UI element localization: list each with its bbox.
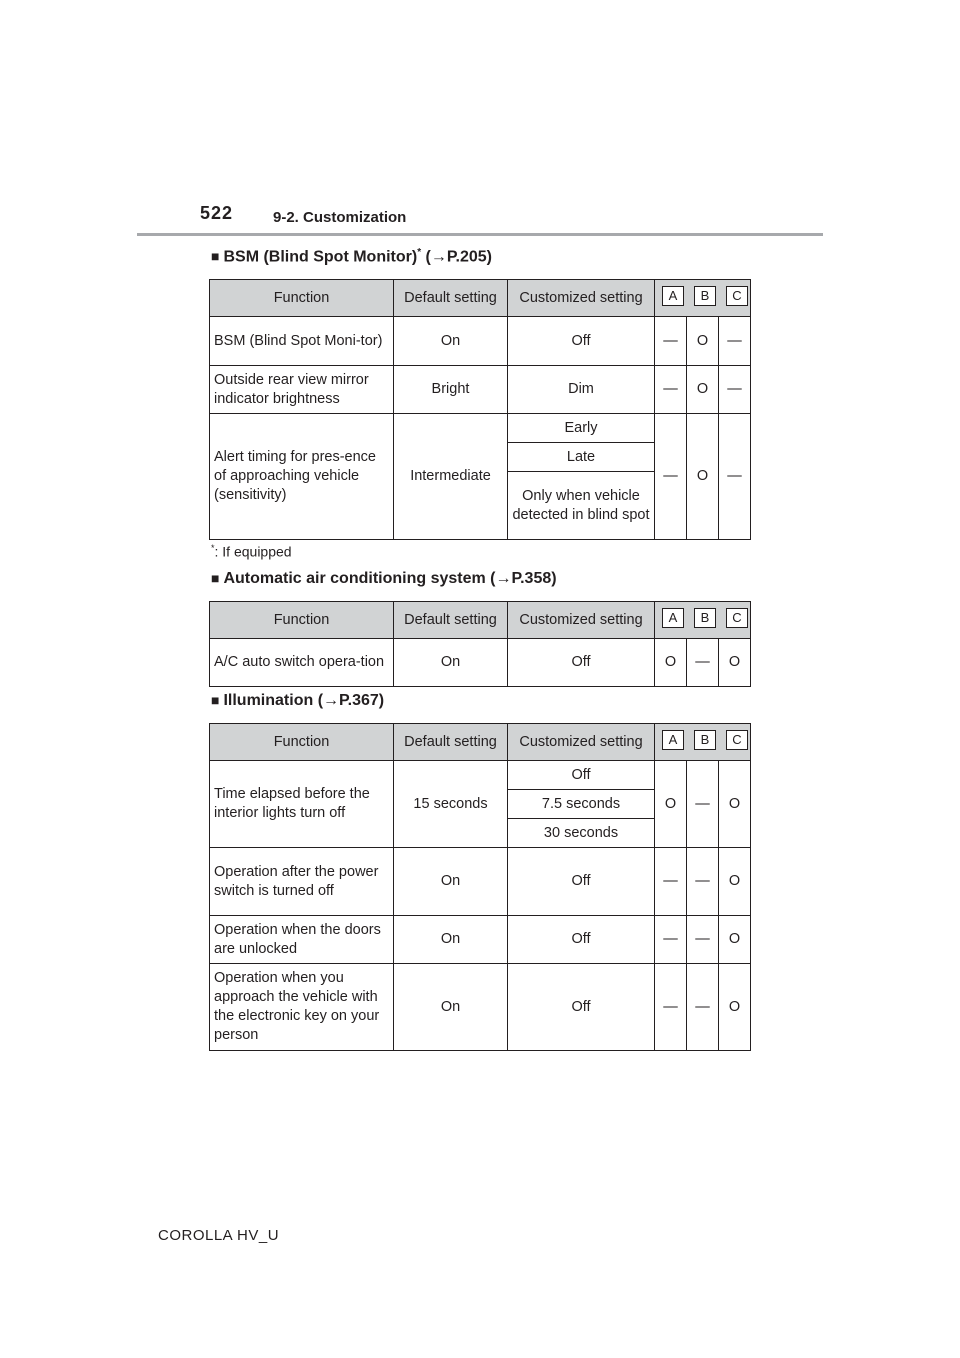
table-row — [210, 366, 751, 414]
table-row — [210, 639, 751, 687]
col-a: A — [662, 730, 684, 750]
custom-cell: 30 seconds — [508, 819, 655, 848]
page-number: 522 — [200, 203, 234, 223]
custom-cell: Off — [508, 916, 655, 964]
custom-cell: Off — [508, 761, 655, 790]
default-cell: Intermediate — [394, 414, 508, 540]
mark-c: — — [719, 414, 751, 540]
mark-c: O — [719, 761, 751, 848]
mark-a: O — [655, 639, 687, 687]
ac-title: Automatic air conditioning system ( — [223, 570, 496, 587]
mark-a: — — [655, 414, 687, 540]
illumination-heading — [211, 692, 384, 710]
mark-a: — — [655, 366, 687, 414]
mark-a: — — [655, 916, 687, 964]
default-cell: On — [394, 916, 508, 964]
col-c: C — [726, 730, 748, 750]
mark-b: — — [687, 761, 719, 848]
col-a: A — [662, 286, 684, 306]
col-abc — [655, 602, 751, 639]
table-header-row — [210, 602, 751, 639]
table-row — [210, 317, 751, 366]
mark-c: O — [719, 639, 751, 687]
bsm-title: BSM (Blind Spot Monitor) — [223, 248, 418, 266]
mark-c: — — [719, 366, 751, 414]
mark-c: O — [719, 916, 751, 964]
custom-cell: Only when vehicle detected in blind spot — [508, 472, 655, 540]
ac-page-ref[interactable]: P.358) — [511, 570, 557, 587]
bullet-icon: ■ — [211, 692, 220, 708]
illumination-table — [209, 723, 751, 1051]
custom-cell: Off — [508, 639, 655, 687]
bsm-page-ref[interactable]: P.205) — [446, 248, 492, 266]
illumination-title: Illumination ( — [223, 692, 324, 709]
bullet-icon: ■ — [211, 248, 220, 265]
ac-heading — [211, 570, 557, 588]
custom-cell: Early — [508, 414, 655, 443]
function-cell: A/C auto switch opera-tion — [210, 639, 394, 687]
function-cell: Alert timing for pres-ence of approaching vehicle (sensitivity) — [210, 414, 394, 540]
mark-c: O — [719, 964, 751, 1051]
col-customized: Customized setting — [508, 280, 655, 317]
default-cell: 15 seconds — [394, 761, 508, 848]
mark-a: — — [655, 317, 687, 366]
arrow-icon: → — [323, 692, 340, 709]
bullet-icon: ■ — [211, 570, 220, 586]
col-default: Default setting — [394, 280, 508, 317]
asterisk: * — [417, 247, 422, 258]
col-customized: Customized setting — [508, 602, 655, 639]
ref-open: ( — [421, 248, 431, 266]
footer-model: COROLLA HV_U — [158, 1227, 280, 1244]
mark-c: O — [719, 848, 751, 916]
col-default: Default setting — [394, 602, 508, 639]
col-abc — [655, 280, 751, 317]
ac-table — [209, 601, 751, 687]
footnote-text: : If equipped — [214, 543, 292, 560]
custom-cell: Off — [508, 848, 655, 916]
col-abc — [655, 724, 751, 761]
col-function: Function — [210, 602, 394, 639]
default-cell: On — [394, 964, 508, 1051]
custom-cell: Off — [508, 317, 655, 366]
default-cell: Bright — [394, 366, 508, 414]
col-b: B — [694, 286, 716, 306]
col-function: Function — [210, 724, 394, 761]
col-c: C — [726, 608, 748, 628]
function-cell: Operation after the power switch is turned off — [210, 848, 394, 916]
mark-b: O — [687, 317, 719, 366]
table-row — [210, 964, 751, 1051]
table-header-row — [210, 280, 751, 317]
table-row — [210, 761, 751, 790]
default-cell: On — [394, 848, 508, 916]
col-c: C — [726, 286, 748, 306]
header-rule — [137, 233, 823, 236]
default-cell: On — [394, 317, 508, 366]
bsm-table — [209, 279, 751, 540]
custom-cell: Dim — [508, 366, 655, 414]
arrow-icon: → — [430, 248, 447, 266]
col-a: A — [662, 608, 684, 628]
mark-b: O — [687, 366, 719, 414]
section-title: 9-2. Customization — [273, 209, 407, 226]
custom-cell: Late — [508, 443, 655, 472]
footnote — [211, 543, 292, 560]
mark-c: — — [719, 317, 751, 366]
default-cell: On — [394, 639, 508, 687]
mark-b: — — [687, 848, 719, 916]
mark-b: — — [687, 639, 719, 687]
function-cell: BSM (Blind Spot Moni-tor) — [210, 317, 394, 366]
table-header-row — [210, 724, 751, 761]
custom-cell: Off — [508, 964, 655, 1051]
function-cell: Time elapsed before the interior lights turn off — [210, 761, 394, 848]
table-row — [210, 848, 751, 916]
table-row — [210, 916, 751, 964]
mark-b: O — [687, 414, 719, 540]
arrow-icon: → — [495, 570, 512, 587]
custom-cell: 7.5 seconds — [508, 790, 655, 819]
col-customized: Customized setting — [508, 724, 655, 761]
col-b: B — [694, 730, 716, 750]
mark-a: O — [655, 761, 687, 848]
function-cell: Outside rear view mirror indicator brightness — [210, 366, 394, 414]
function-cell: Operation when you approach the vehicle with the electronic key on your person — [210, 964, 394, 1051]
col-b: B — [694, 608, 716, 628]
bsm-heading — [211, 247, 492, 266]
table-row — [210, 414, 751, 443]
mark-a: — — [655, 848, 687, 916]
function-cell: Operation when the doors are unlocked — [210, 916, 394, 964]
illumination-page-ref[interactable]: P.367) — [339, 692, 385, 709]
col-function: Function — [210, 280, 394, 317]
footnote-mark: * — [211, 543, 215, 553]
mark-a: — — [655, 964, 687, 1051]
col-default: Default setting — [394, 724, 508, 761]
mark-b: — — [687, 964, 719, 1051]
mark-b: — — [687, 916, 719, 964]
